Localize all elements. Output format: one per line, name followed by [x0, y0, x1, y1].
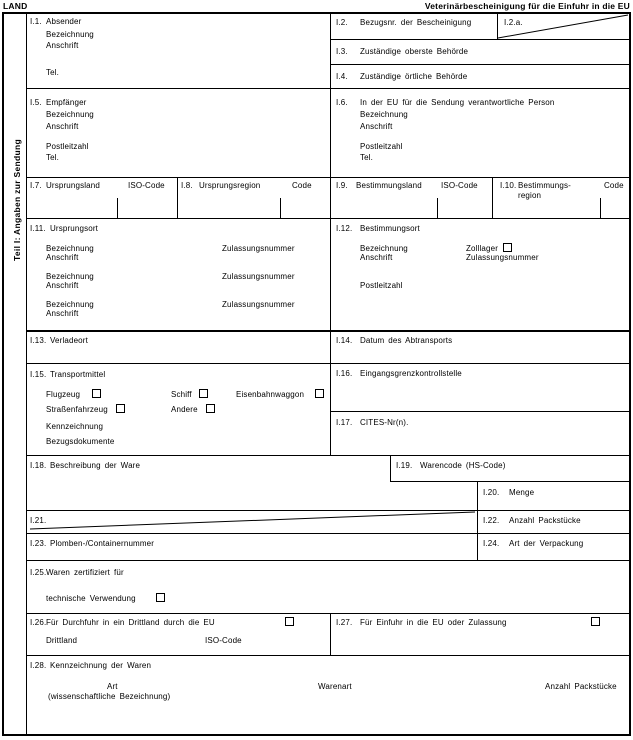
- i11-address-label: Anschrift: [46, 253, 79, 262]
- i25-technical-use-checkbox[interactable]: [156, 593, 165, 602]
- grid-line: [26, 533, 629, 534]
- i11-approval-label: Zulassungsnummer: [222, 244, 295, 253]
- i27-label: Für Einfuhr in die EU oder Zulassung: [360, 618, 507, 627]
- i28-species-column-header: Art: [107, 682, 118, 691]
- i23-label: Plomben-/Containernummer: [50, 539, 155, 548]
- i15-airplane-checkbox[interactable]: [92, 389, 101, 398]
- grid-line: [26, 613, 629, 614]
- grid-line: [477, 481, 478, 510]
- center-divider: [330, 613, 331, 655]
- i16-number: I.16.: [336, 369, 353, 378]
- grid-line: [477, 510, 478, 533]
- grid-line: [26, 655, 629, 656]
- i15-road-vehicle-label: Straßenfahrzeug: [46, 405, 108, 414]
- i15-ship-checkbox[interactable]: [199, 389, 208, 398]
- i28-commodity-type-header: Warenart: [318, 682, 352, 691]
- i5-address-label: Anschrift: [46, 122, 79, 131]
- i6-number: I.6.: [336, 98, 348, 107]
- i12-label: Bestimmungsort: [360, 224, 420, 233]
- i5-name-label: Bezeichnung: [46, 110, 94, 119]
- i28-label: Kennzeichnung der Waren: [50, 661, 152, 670]
- i26-third-country-label: Drittland: [46, 636, 78, 645]
- i4-number: I.4.: [336, 72, 348, 81]
- i13-number: I.13.: [30, 336, 47, 345]
- i28-scientific-name-header: (wissenschaftliche Bezeichnung): [48, 692, 171, 701]
- i2-number: I.2.: [336, 18, 348, 27]
- grid-line: [390, 455, 391, 481]
- i15-railway-label: Eisenbahnwaggon: [236, 390, 305, 399]
- i12-approval-label: Zulassungsnummer: [466, 253, 539, 262]
- i18-label: Beschreibung der Ware: [50, 461, 141, 470]
- grid-line: [26, 177, 629, 178]
- grid-line: [330, 64, 629, 65]
- i11-name-label: Bezeichnung: [46, 244, 94, 253]
- i8-label: Ursprungsregion: [199, 181, 261, 190]
- i8-number: I.8.: [181, 181, 193, 190]
- i25-number: I.25.: [30, 568, 47, 577]
- i11-approval-label: Zulassungsnummer: [222, 272, 295, 281]
- grid-line: [390, 481, 629, 482]
- i19-label: Warencode (HS-Code): [420, 461, 506, 470]
- i15-airplane-label: Flugzeug: [46, 390, 81, 399]
- i3-label: Zuständige oberste Behörde: [360, 47, 469, 56]
- i18-number: I.18.: [30, 461, 47, 470]
- i3-number: I.3.: [336, 47, 348, 56]
- grid-line: [177, 177, 178, 218]
- i28-package-count-header: Anzahl Packstücke: [545, 682, 617, 691]
- i10-label-line2: region: [518, 191, 542, 200]
- grid-line: [330, 39, 629, 40]
- i6-address-label: Anschrift: [360, 122, 393, 131]
- i15-other-checkbox[interactable]: [206, 404, 215, 413]
- i2-label: Bezugsnr. der Bescheinigung: [360, 18, 472, 27]
- diagonal-strike-i21: [30, 511, 476, 530]
- grid-line: [330, 411, 629, 412]
- i25-label: Waren zertifiziert für: [46, 568, 124, 577]
- i27-import-checkbox[interactable]: [591, 617, 600, 626]
- sidebar-divider: [26, 14, 27, 734]
- i11-name-label: Bezeichnung: [46, 272, 94, 281]
- grid-line: [477, 533, 478, 560]
- i1-tel-label: Tel.: [46, 68, 60, 77]
- i6-tel-label: Tel.: [360, 153, 374, 162]
- i15-number: I.15.: [30, 370, 47, 379]
- i1-label: Absender: [46, 17, 82, 26]
- i8-code-label: Code: [292, 181, 312, 190]
- i24-label: Art der Verpackung: [509, 539, 584, 548]
- i7-number: I.7.: [30, 181, 42, 190]
- i16-label: Eingangsgrenzkontrollstelle: [360, 369, 462, 378]
- i17-number: I.17.: [336, 418, 353, 427]
- i26-label: Für Durchfuhr in ein Drittland durch die EU: [46, 618, 215, 627]
- i12-customs-warehouse-label: Zolllager: [466, 244, 499, 253]
- i6-label: In der EU für die Sendung verantwortliche Person: [360, 98, 555, 107]
- certificate-form: [2, 12, 631, 736]
- grid-line: [26, 88, 629, 89]
- i15-identification-label: Kennzeichnung: [46, 422, 104, 431]
- country-label: LAND: [3, 1, 28, 11]
- i26-iso-code-label: ISO-Code: [205, 636, 242, 645]
- i12-postcode-label: Postleitzahl: [360, 281, 403, 290]
- i12-address-label: Anschrift: [360, 253, 393, 262]
- code-tick: [280, 198, 281, 218]
- i10-label-line1: Bestimmungs-: [518, 181, 571, 190]
- i15-other-label: Andere: [171, 405, 198, 414]
- i15-reference-docs-label: Bezugsdokumente: [46, 437, 115, 446]
- i5-tel-label: Tel.: [46, 153, 60, 162]
- i12-customs-warehouse-checkbox[interactable]: [503, 243, 512, 252]
- i9-code-label: ISO-Code: [441, 181, 478, 190]
- i17-label: CITES-Nr(n).: [360, 418, 409, 427]
- i10-code-label: Code: [604, 181, 624, 190]
- i14-number: I.14.: [336, 336, 353, 345]
- i1-number: I.1.: [30, 17, 42, 26]
- i11-number: I.11.: [30, 224, 46, 233]
- i22-label: Anzahl Packstücke: [509, 516, 581, 525]
- grid-line: [26, 218, 629, 219]
- grid-line: [492, 177, 493, 218]
- i28-number: I.28.: [30, 661, 47, 670]
- i14-label: Datum des Abtransports: [360, 336, 453, 345]
- i4-label: Zuständige örtliche Behörde: [360, 72, 468, 81]
- i26-number: I.26.: [30, 618, 47, 627]
- i21-number: I.21.: [30, 516, 47, 525]
- i15-railway-checkbox[interactable]: [315, 389, 324, 398]
- i22-number: I.22.: [483, 516, 500, 525]
- center-divider: [330, 14, 331, 455]
- i27-number: I.27.: [336, 618, 353, 627]
- i7-label: Ursprungsland: [46, 181, 100, 190]
- i11-address-label: Anschrift: [46, 309, 79, 318]
- i26-transit-checkbox[interactable]: [285, 617, 294, 626]
- i1-address-label: Anschrift: [46, 41, 79, 50]
- i25-technical-use-label: technische Verwendung: [46, 594, 136, 603]
- i9-number: I.9.: [336, 181, 348, 190]
- i20-number: I.20.: [483, 488, 500, 497]
- i19-number: I.19.: [396, 461, 413, 470]
- grid-line: [26, 330, 629, 332]
- code-tick: [117, 198, 118, 218]
- page-title: Veterinärbescheinigung für die Einfuhr in die EU: [424, 1, 630, 11]
- grid-line: [26, 455, 629, 456]
- part-one-sidebar-label: Teil I: Angaben zur Sendung: [12, 139, 22, 261]
- i11-label: Ursprungsort: [50, 224, 99, 233]
- i12-number: I.12.: [336, 224, 353, 233]
- i15-label: Transportmittel: [50, 370, 106, 379]
- i11-name-label: Bezeichnung: [46, 300, 94, 309]
- i15-ship-label: Schiff: [171, 390, 192, 399]
- i6-postcode-label: Postleitzahl: [360, 142, 403, 151]
- grid-line: [26, 363, 629, 364]
- i23-number: I.23.: [30, 539, 47, 548]
- i10-number: I.10.: [500, 181, 517, 190]
- code-tick: [437, 198, 438, 218]
- i13-label: Verladeort: [50, 336, 88, 345]
- i20-label: Menge: [509, 488, 535, 497]
- i24-number: I.24.: [483, 539, 500, 548]
- i1-name-label: Bezeichnung: [46, 30, 94, 39]
- i12-name-label: Bezeichnung: [360, 244, 408, 253]
- i5-label: Empfänger: [46, 98, 87, 107]
- i5-postcode-label: Postleitzahl: [46, 142, 89, 151]
- i11-approval-label: Zulassungsnummer: [222, 300, 295, 309]
- grid-line: [26, 560, 629, 561]
- i7-code-label: ISO-Code: [128, 181, 165, 190]
- i15-road-vehicle-checkbox[interactable]: [116, 404, 125, 413]
- i2a-number: I.2.a.: [504, 18, 523, 27]
- i9-label: Bestimmungsland: [356, 181, 422, 190]
- i5-number: I.5.: [30, 98, 42, 107]
- i6-name-label: Bezeichnung: [360, 110, 408, 119]
- i11-address-label: Anschrift: [46, 281, 79, 290]
- code-tick: [600, 198, 601, 218]
